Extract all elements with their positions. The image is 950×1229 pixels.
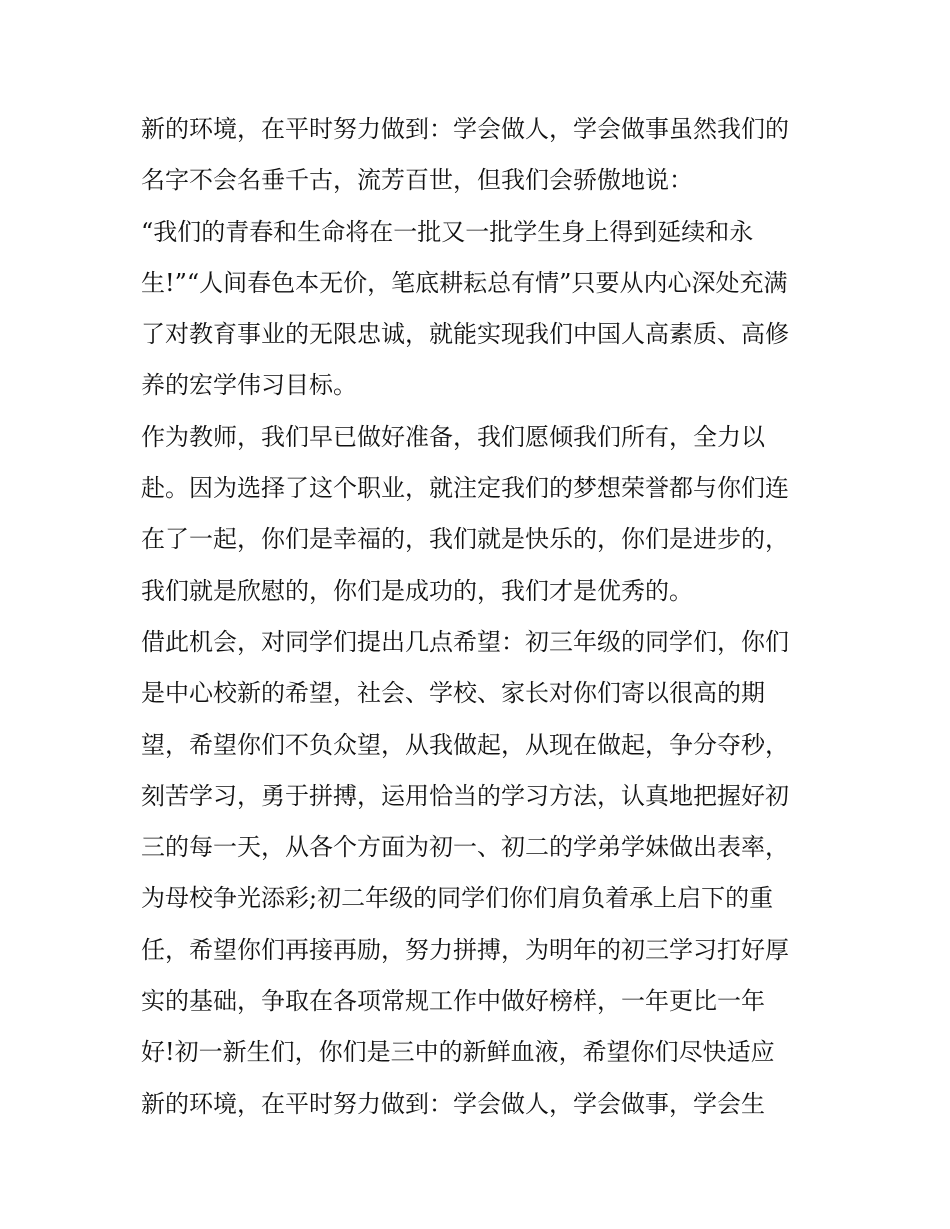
text-line: 实的基础，争取在各项常规工作中做好榜样，一年更比一年 <box>141 987 765 1016</box>
text-line: 新的环境，在平时努力做到：学会做人，学会做事虽然我们的 <box>141 115 789 143</box>
body-text <box>141 104 831 1130</box>
text-line: 望，希望你们不负众望，从我做起，从现在做起，争分夺秒， <box>141 730 789 759</box>
text-line: 在了一起，你们是幸福的，我们就是快乐的，你们是进步的， <box>141 525 789 554</box>
text-line: 任，希望你们再接再励，努力拼搏，为明年的初三学习打好厚 <box>141 935 789 964</box>
text-line: 为母校争光添彩;初二年级的同学们你们肩负着承上启下的重 <box>141 884 774 913</box>
text-line: 三的每一天，从各个方面为初一、初二的学弟学妹做出表率， <box>141 833 789 862</box>
text-line: 养的宏学伟习目标。 <box>141 371 357 400</box>
text-line: 我们就是欣慰的，你们是成功的，我们才是优秀的。 <box>141 576 693 605</box>
text-line: 生!”“人间春色本无价，笔底耕耘总有情”只要从内心深处充满 <box>141 268 788 297</box>
text-line: 赴。因为选择了这个职业，就注定我们的梦想荣誉都与你们连 <box>141 474 789 503</box>
text-line: 了对教育事业的无限忠诚，就能实现我们中国人高素质、高修 <box>141 320 789 349</box>
text-line: 是中心校新的希望，社会、学校、家长对你们寄以很高的期 <box>141 679 765 708</box>
text-line: 新的环境，在平时努力做到：学会做人，学会做事，学会生 <box>141 1089 765 1118</box>
text-line: 刻苦学习，勇于拼搏，运用恰当的学习方法，认真地把握好初 <box>141 781 789 810</box>
text-line: 借此机会，对同学们提出几点希望：初三年级的同学们，你们 <box>141 627 789 656</box>
text-line: 名字不会名垂千古，流芳百世，但我们会骄傲地说： <box>141 166 693 195</box>
text-line: “我们的青春和生命将在一批又一批学生身上得到延续和永 <box>141 217 754 246</box>
text-line: 作为教师，我们早已做好准备，我们愿倾我们所有，全力以 <box>141 422 765 451</box>
text-line: 好!初一新生们，你们是三中的新鲜血液，希望你们尽快适应 <box>141 1038 775 1067</box>
